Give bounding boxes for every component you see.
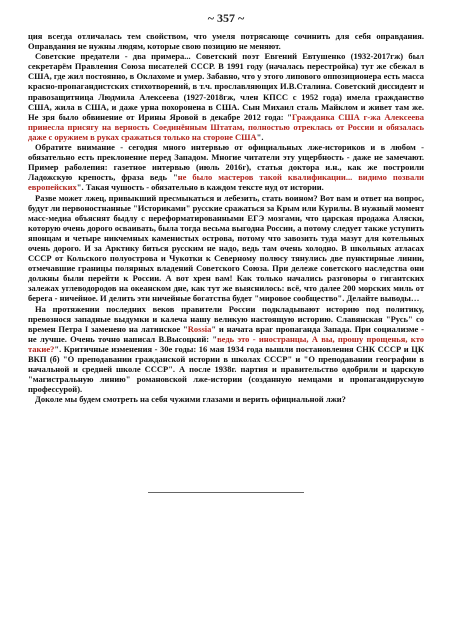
paragraph bbox=[28, 51, 424, 142]
paragraph bbox=[28, 142, 424, 192]
highlighted-quote: Гражданка США г-жа Алексеева принесла присягу на верность Соединённым Штатам, полностью отреклась от России и обязалась даже с оружием в руках сражаться только на стороне США bbox=[28, 111, 424, 142]
paragraph bbox=[28, 394, 424, 404]
highlighted-quote: ведь это - иностранцы, А вы, прошу прощенья, кто такие? bbox=[28, 333, 425, 354]
text-run: ". Критичные изменения - 30е годы: 16 мая 1934 года вышли постановления СНК СССР и ЦК ВКП (б) "О преподавании гражданской истории в школах СССР" и "О преподавании географии в начальной и средней школе СССР". А после 1938г. партия и правительство одобрили и царскую "магистральную линию" романовской лже-истории (созданную немцами и пропагандирусмую профессурой). bbox=[28, 343, 424, 395]
text-run: Доколе мы будем смотреть на себя чужими глазами и верить официальной лжи? bbox=[35, 394, 346, 405]
text-run: На протяжении последних веков правители России подкладывают историю под политику, превознося западные выдумки и калеча нашу великую настоящую историю. Славянская "Русь" со времен Петра I заменено на латинское " bbox=[28, 303, 424, 334]
highlighted-quote: не было мастеров такой квалификации... видимо позвали европейских bbox=[28, 172, 424, 193]
text-run: Разве может лжец, привыкший пресмыкаться и лебезить, стать воином? Вот вам и ответ на вопрос, будут ли первоностнанные "Историками" русские сражаться за Крым или Курилы. В нужный момент масс-медиа объяснят быдлу с переформатированными ЕГЭ мозгами, что царская продажа Аляски, которую очень дорого осваивать, была тогда весьма выгодна России, а потому следует также уступить японцам и четыре никчемных каменистых острова, потому что завозить туда мазут для котельных очень дорого. И за Арктику биться русским не надо, ведь там очень холодно. В школьных атласах СССР от Кольского полуострова и Чукотки к Северному полюсу тянулись две пунктирные линии, отмечавшие границы полярных владений Советского Союза. При дележе советского наследства они должны были перейти к России. А вот хрен вам! Как только начались разговоры о гигантских залежах углеводородов на океанском дне, как тут же выяснилось: всё, что далее 200 морских миль от берега - ничейное. И делить эти ничейные богатства будет "мировое сообщество". Делайте выводы… bbox=[28, 192, 424, 304]
highlighted-quote: Rossia bbox=[187, 323, 212, 334]
article-body bbox=[28, 31, 424, 404]
page-number: ~ 357 ~ bbox=[207, 11, 245, 25]
text-run: ". Такая чушость - обязательно в каждом тексте нуд от истории. bbox=[76, 182, 324, 193]
text-run: Советские предатели - два примера... Советский поэт Евгений Евтушенко (1932-2017гж) был секретарём Правления Союза писателей СССР. В 1991 году (началась перестройка) тут же сбежал в США, где жил постоянно, в Оклахоме и умер. Забавно, что у этого липового оппозиционера есть масса красно-пропагандистских стихотворений, в т.ч. прославляющих И.В.Сталина. Советский диссидент и правозащитница Людмила Алексеева (1927-2018гж, член КПСС с 1952 года) имела гражданство США, жила в США, и даже урна похоронена в США. Сын Михаил сталь Майклом и живет там же. Не зря было обвинение от Ирины Яровой в декабре 2012 года: " bbox=[28, 51, 424, 122]
end-rule bbox=[148, 492, 304, 493]
paragraph bbox=[28, 304, 424, 395]
text-run: ". bbox=[256, 131, 264, 142]
paragraph bbox=[28, 31, 424, 51]
text-run: Обратите внимание - сегодня много интервью от официальных лже-историков и в любом - обязательно есть преклонение перед Западом. Многие читатели эту ущербность - даже не замечают. Пример раболепия: газетное интервью (июль 2016г), статья доктора и.н., как же построили Ладожскую крепость, фраза ведь " bbox=[28, 142, 424, 183]
text-run: ция всегда отличалась тем свойством, что умеля потрясающе сочинить для себя оправдания. Оправдания не нужны людям, которые свою позицию не меняют. bbox=[28, 31, 424, 52]
paragraph bbox=[28, 193, 424, 304]
text-run: " и начата враг пропаганда Запада. При социализме - не лучше. Очень точно написал В.Высоцкий: " bbox=[28, 323, 424, 344]
